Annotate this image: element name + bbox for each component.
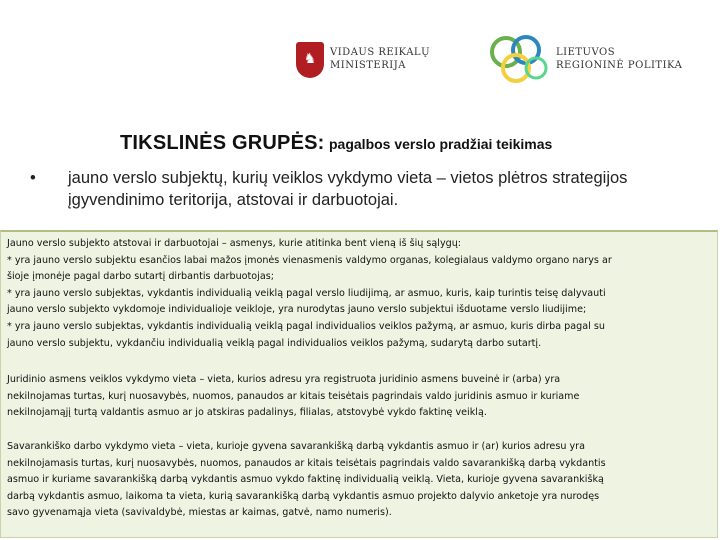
definition-young-business [7,236,711,352]
title-sub: pagalbos verslo pradžiai teikimas [329,136,553,152]
text-line: jauno verslo subjektu, vykdančiu individualią veiklą pagal individualios veiklos pažymą, sudarytą darbo sutartį. [7,337,542,349]
bullet-marker: • [30,169,36,187]
ministry-logo [296,40,476,90]
text-line: savo gyvenamąja vieta (savivaldybė, miestas ar kaimas, gatvė, namo numeris). [7,507,392,519]
ministry-name [330,46,430,72]
regional-policy-logo [488,32,718,92]
coat-of-arms-icon [296,42,324,78]
text-line: šioje įmonėje pagal darbo sutartį dirbantis darbuotojas; [7,271,274,283]
title-main: TIKSLINĖS GRUPĖS: [120,132,325,154]
slide-title [120,132,700,155]
text-line: nekilnojamąjį turtą valdantis asmuo ar jo atskiras padalinys, filialas, atstovybė vykdo faktinę veiklą. [7,407,487,419]
text-line: * yra jauno verslo subjektas, vykdantis individualią veiklą pagal verslo liudijimą, ar asmuo, kuris, kaip turintis teisę dalyvauti [7,287,606,299]
definition-legal-entity-location [7,372,711,422]
circles-logo-icon [488,32,550,88]
bullet-text: jauno verslo subjektų, kurių veiklos vykdymo vieta – vietos plėtros strategijos įgyvendinimo teritorija, atstovai ir darbuotojai. [68,169,628,209]
ministry-line-2: MINISTERIJA [330,60,406,71]
region-line-2: REGIONINĖ POLITIKA [556,60,683,71]
region-line-1: LIETUVOS [556,47,616,58]
text-line: Juridinio asmens veiklos vykdymo vieta – vieta, kurios adresu yra registruota juridinio asmens buveinė ir (arba) yra [7,374,561,385]
ministry-line-1: VIDAUS REIKALŲ [330,47,431,58]
text-line: * yra jauno verslo subjektu esančios labai mažos įmonės vienasmenis valdymo organas, kolegialaus valdymo organo narys ar [7,254,612,266]
definitions-box [0,230,718,538]
text-line: Jauno verslo subjekto atstovai ir darbuotojai – asmenys, kurie atitinka bent vieną iš šių sąlygų: [7,238,462,249]
text-line: asmuo ir kuriame savarankišką darbą vykdantis asmuo vykdo faktinę individualią veiklą. Vieta, kurioje gyvena savarankišką [7,474,604,486]
header [0,0,720,118]
region-name [556,46,682,72]
text-line: nekilnojamasis turtas, kurį nuosavybės, nuomos, panaudos ar kitais teisėtais pagrindais valdo savarankišką darbą vykdantis [7,457,606,469]
text-line: nekilnojamas turtas, kurį nuosavybės, nuomos, panaudos ar kitais teisėtais pagrindais valdo juridinis asmuo ir kuriame [7,390,580,402]
text-line: jauno verslo subjekto vykdomoje individualioje veikloje, yra nurodytas jauno verslo subjektui išduotame verslo liudijime; [7,304,587,316]
definition-self-employment-location [7,439,711,522]
text-line: * yra jauno verslo subjektas, vykdantis individualią veiklą pagal individualios veiklos pažymą, ar asmuo, kuris dirba pagal su [7,320,605,332]
text-line: Savarankiško darbo vykdymo vieta – vieta, kurioje gyvena savarankišką darbą vykdantis asmuo ir (ar) kurios adresu yra [7,441,585,452]
knight-icon: ♞ [303,51,317,67]
text-line: darbą vykdantis asmuo, laikoma ta vieta, kurią savarankišką darbą vykdantis asmuo projekto dalyvio anketoje yra nurodęs [7,490,600,502]
